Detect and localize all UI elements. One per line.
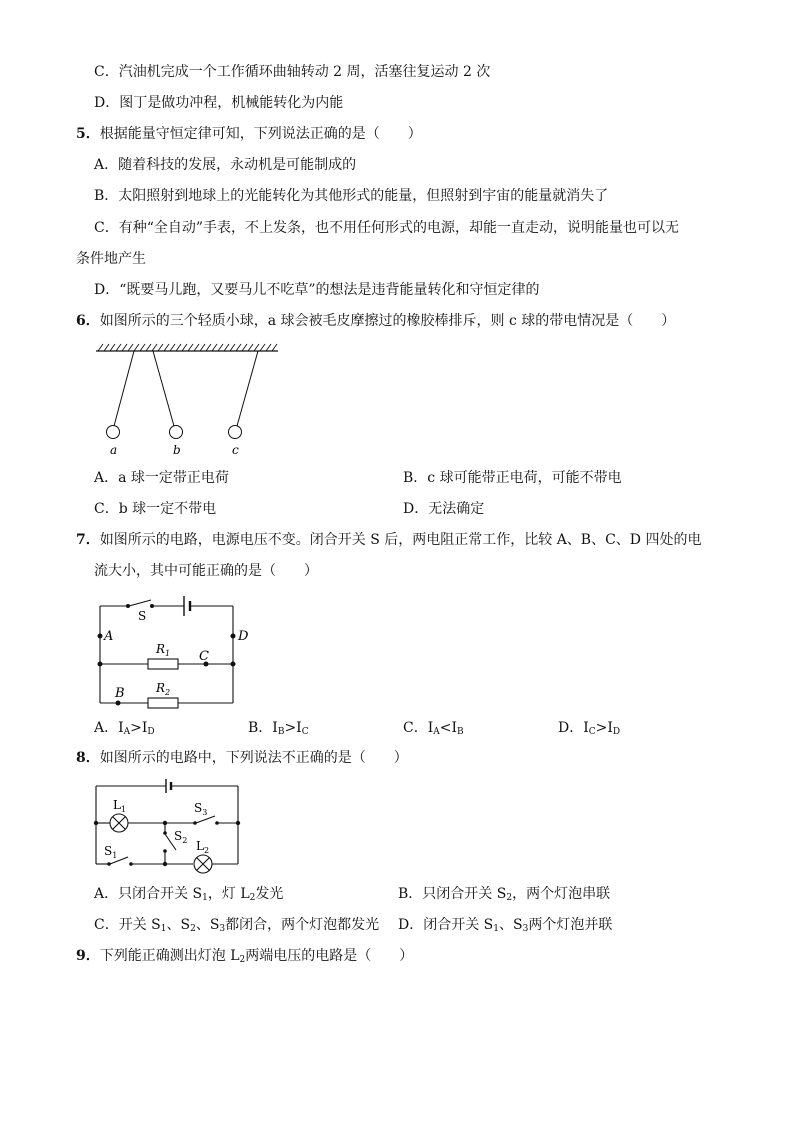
resistor-r1 (148, 659, 178, 669)
q8-option-b: B．只闭合开关 $S_2$，两个灯泡串联 (398, 886, 611, 903)
q6-figure-three-balls (92, 340, 282, 460)
switch-s3-blade (196, 816, 215, 823)
label-r1: $R_1$ (156, 642, 171, 658)
q4-option-d: D．图丁是做功冲程，机械能转化为内能 (94, 95, 344, 111)
ball-a (107, 426, 120, 439)
q7-option-d: D．$I_C>I_D$ (558, 720, 621, 737)
label-c: C (199, 649, 209, 664)
node-b (116, 701, 121, 706)
q8-figure-switch-circuit (88, 776, 248, 876)
q4-option-c: C．汽油机完成一个工作循环曲轴转动 2 周，活塞往复运动 2 次 (94, 64, 491, 80)
q6-text: 如图所示的三个轻质小球，a 球会被毛皮摩擦过的橡胶棒排斥，则 c 球的带电情况是（ ） (99, 313, 676, 329)
node-a (98, 634, 103, 639)
q8-option-a: A．只闭合开关 $S_1$，灯 $L_2$发光 (94, 886, 284, 903)
label-s1: $S_1$ (104, 844, 118, 860)
q5-stem (76, 124, 422, 144)
label-b: b (173, 443, 181, 457)
label-s2: $S_2$ (174, 829, 188, 845)
q6-option-b: B．c 球可能带正电荷，可能不带电 (403, 470, 622, 486)
q5-option-c: C．有种“全自动”手表，不上发条，也不用任何形式的电源，却能一直走动，说明能量也可以无 (94, 220, 680, 236)
q6-option-d: D．无法确定 (403, 501, 485, 517)
q5-option-a: A．随着科技的发展，永动机是可能制成的 (94, 157, 357, 173)
label-d: D (238, 629, 249, 644)
thread-c (237, 351, 258, 426)
q5-option-b: B．太阳照射到地球上的光能转化为其他形式的能量，但照射到宇宙的能量就消失了 (94, 188, 609, 204)
q5-option-d: D．“既要马儿跑，又要马儿不吃草”的想法是违背能量转化和守恒定律的 (94, 282, 540, 298)
label-l2: $L_2$ (196, 839, 210, 855)
q6-option-a: A．a 球一定带正电荷 (94, 470, 229, 486)
q7-option-a: A．$I_A>I_D$ (94, 720, 155, 737)
q7-text: 如图所示的电路，电源电压不变。闭合开关 S 后，两电阻正常工作，比较 A、B、C、D 四处的电 (99, 532, 702, 548)
lamp-l1 (110, 814, 128, 832)
q8-number: 8． (76, 750, 100, 766)
q5-option-c-cont: 条件地产生 (76, 251, 146, 267)
q7-option-c: C．$I_A<I_B$ (403, 720, 464, 737)
q7-stem-line2: 流大小，其中可能正确的是（ ） (94, 563, 318, 579)
q7-stem-line1 (76, 530, 701, 550)
q9-stem (76, 946, 413, 970)
label-s3: $S_3$ (194, 801, 208, 817)
label-a: a (110, 443, 118, 457)
q7-number: 7． (76, 532, 100, 548)
label-s: S (138, 609, 147, 623)
q6-option-c: C．b 球一定不带电 (94, 501, 217, 517)
ball-b (170, 426, 183, 439)
lamp-l2 (194, 855, 212, 873)
label-c: c (232, 443, 239, 457)
ceiling-hatch (96, 344, 278, 351)
node-d (231, 634, 236, 639)
thread-b (153, 351, 174, 426)
ball-c (229, 426, 242, 439)
q8-stem (76, 748, 408, 768)
q5-text: 根据能量守恒定律可知，下列说法正确的是（ ） (99, 126, 422, 142)
switch-s-blade (129, 600, 151, 606)
q5-number: 5． (76, 126, 100, 142)
q6-number: 6． (76, 313, 100, 329)
label-l1: $L_1$ (113, 798, 127, 814)
q6-stem (76, 311, 675, 331)
q8-option-d: D．闭合开关 $S_1$、$S_3$两个灯泡并联 (398, 917, 613, 934)
q9-text: 下列能正确测出灯泡 $L_2$两端电压的电路是（ ） (99, 948, 414, 965)
label-b: B (115, 686, 125, 701)
resistor-r2 (148, 698, 178, 708)
q7-option-b: B．$I_B>I_C$ (248, 720, 309, 737)
label-r2: $R_2$ (156, 681, 171, 697)
q7-figure-parallel-circuit (88, 590, 258, 715)
q9-number: 9． (76, 948, 100, 964)
thread-a (114, 351, 134, 426)
q8-text: 如图所示的电路中，下列说法不正确的是（ ） (99, 750, 408, 766)
label-a: A (104, 629, 114, 644)
q8-option-c: C．开关 $S_1$、$S_2$、$S_3$都闭合，两个灯泡都发光 (94, 917, 380, 934)
